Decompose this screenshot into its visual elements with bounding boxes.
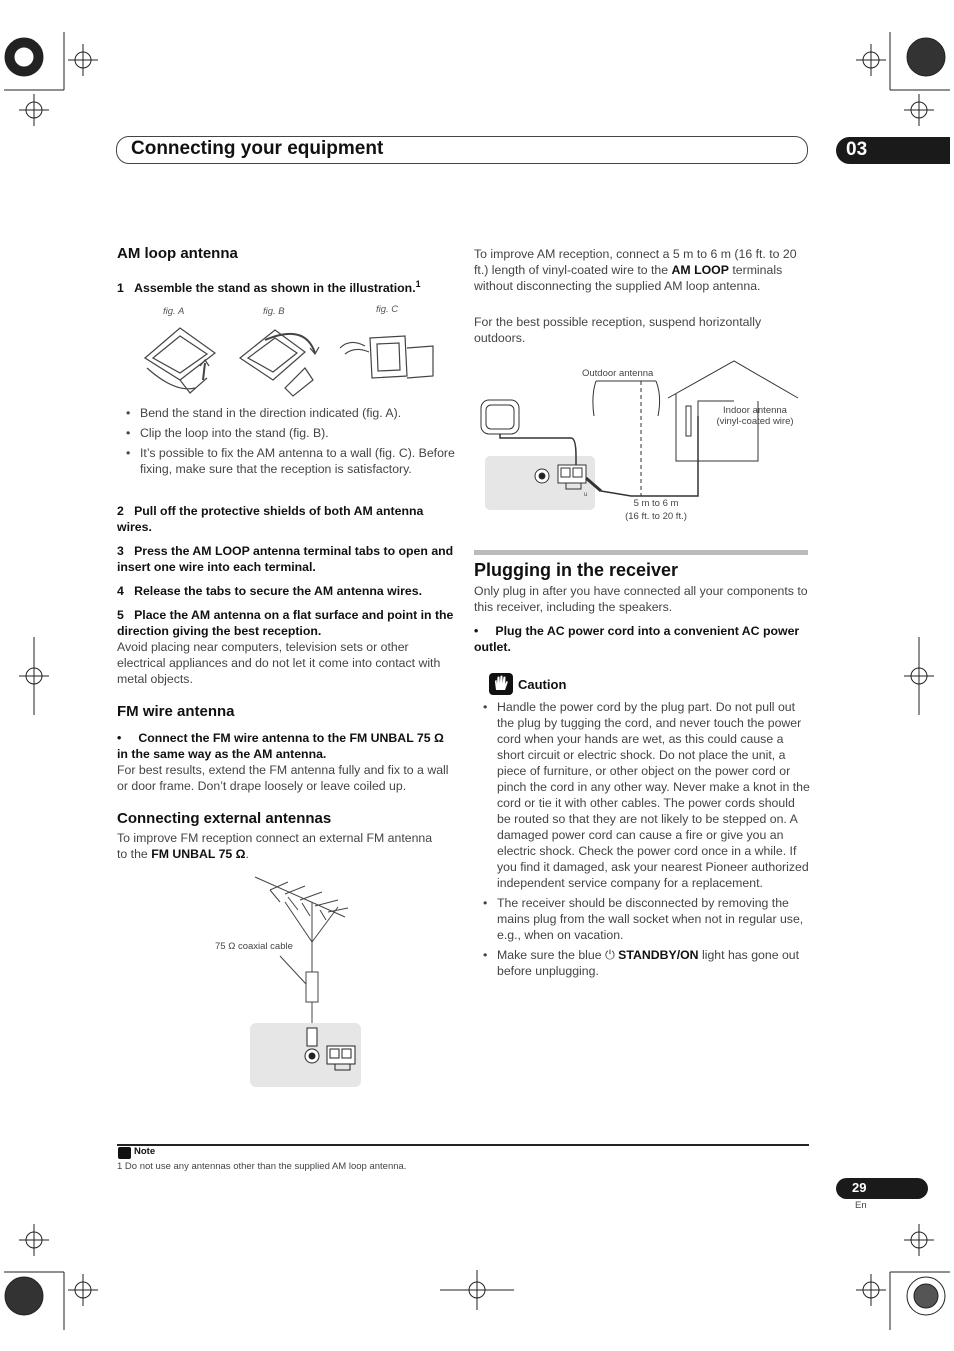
power-icon: ⏻ [605, 948, 619, 962]
plugging-heading: Plugging in the receiver [474, 560, 679, 580]
am-antenna-assembly-illustration [135, 318, 445, 400]
outdoor-antenna-label: Outdoor antenna [582, 368, 654, 379]
am-loop-heading: AM loop antenna [117, 245, 238, 262]
chapter-badge [836, 137, 950, 164]
caution-item: • The receiver should be disconnected by removing the mains plug from the wall socket when not in regular use, e.g., when on vacation. [474, 895, 810, 943]
plugging-bullet: • Plug the AC power cord into a convenient AC power outlet. [474, 624, 800, 654]
caution-hand-icon [489, 673, 513, 695]
fig-a-label: fig. A [163, 306, 185, 317]
fm-wire-bullet: • Connect the FM wire antenna to the FM UNBAL 75 Ω in the same way as the AM antenna. [117, 731, 444, 761]
step-1 [117, 276, 457, 296]
note-rule [117, 1144, 809, 1146]
coaxial-cable-label: 75 Ω coaxial cable [215, 941, 293, 952]
am-assembly-bullets [117, 405, 457, 481]
note-icon [118, 1147, 131, 1159]
note-text: 1 Do not use any antennas other than the supplied AM loop antenna. [117, 1161, 407, 1172]
step-1-number: 1 [117, 281, 124, 296]
svg-text:u: u [584, 492, 588, 498]
am-improve-text: To improve AM reception, connect a 5 m to 6 m (16 ft. to 20 ft.) length of vinyl-coated wire to the AM LOOP terminals without disconnecting the supplied AM loop antenna. [474, 247, 797, 293]
step-5-text: Avoid placing near computers, television sets or other electrical appliances and do not let it come into contact with metal objects. [117, 640, 441, 686]
am-outdoor-antenna-diagram [476, 356, 808, 520]
fig-c-label: fig. C [376, 304, 399, 315]
step-2: 2 Pull off the protective shields of both AM antenna wires. [117, 504, 424, 534]
page-number-badge [836, 1178, 928, 1199]
bullet-fig-a: • Bend the stand in the direction indicated (fig. A). [117, 405, 457, 421]
caution-list [474, 699, 810, 983]
chapter-number: 03 [846, 139, 868, 160]
step-3: 3 Press the AM LOOP antenna terminal tabs to open and insert one wire into each terminal. [117, 544, 454, 574]
step-4: 4 Release the tabs to secure the AM antenna wires. [117, 584, 423, 598]
language-code: En [855, 1200, 867, 1211]
am-suspend-text: For the best possible reception, suspend horizontally outdoors. [474, 315, 762, 345]
fm-external-antenna-illustration [240, 872, 365, 1092]
caution-item: • Make sure the blue ⏻ STANDBY/ON light has gone out before unplugging. [474, 947, 810, 979]
external-antennas-text: To improve FM reception connect an external FM antenna to the FM UNBAL 75 Ω. [117, 831, 433, 861]
caution-item: • Handle the power cord by the plug part. Do not pull out the plug by tugging the cord, and never touch the power cord when your hands are wet, as this could cause a short circuit or electric shock. Do not place the unit, a piece of furniture, or other object on the power cord or pinch the cord in any other way. Never make a knot in the cord or tie it with other cables. The power cords should be routed so that they are not likely to be stepped on. A damaged power cord can cause a fire or give you an electric shock. Check the power cord once in a while. If you find it damaged, ask your nearest Pioneer authorized independent service company for a replacement. [474, 699, 810, 891]
step-5: 5 Place the AM antenna on a flat surface and point in the direction giving the best reception. [117, 608, 454, 638]
indoor-antenna-label: Indoor antenna (vinyl-coated wire) [716, 405, 794, 427]
footnote-ref: 1 [415, 279, 421, 289]
step-1-text: Assemble the stand as shown in the illustration. [134, 281, 416, 296]
bullet-fig-c: • It’s possible to fix the AM antenna to a wall (fig. C). Before fixing, make sure that the reception is satisfactory. [117, 445, 457, 477]
fm-wire-text: For best results, extend the FM antenna fully and fix to a wall or door frame. Don’t drape loosely or leave coiled up. [117, 763, 449, 793]
wire-length-label: 5 m to 6 m (16 ft. to 20 ft.) [625, 498, 687, 522]
note-title: Note [134, 1146, 156, 1157]
page-number: 29 [852, 1180, 867, 1195]
external-antennas-heading: Connecting external antennas [117, 810, 332, 827]
fig-b-label: fig. B [263, 306, 285, 317]
page-title: Connecting your equipment [131, 138, 384, 159]
fm-wire-heading: FM wire antenna [117, 703, 235, 720]
section-rule [474, 550, 808, 555]
bullet-fig-b: • Clip the loop into the stand (fig. B). [117, 425, 457, 441]
caution-title: Caution [518, 677, 567, 692]
plugging-text: Only plug in after you have connected all your components to this receiver, including the speakers. [474, 584, 808, 614]
